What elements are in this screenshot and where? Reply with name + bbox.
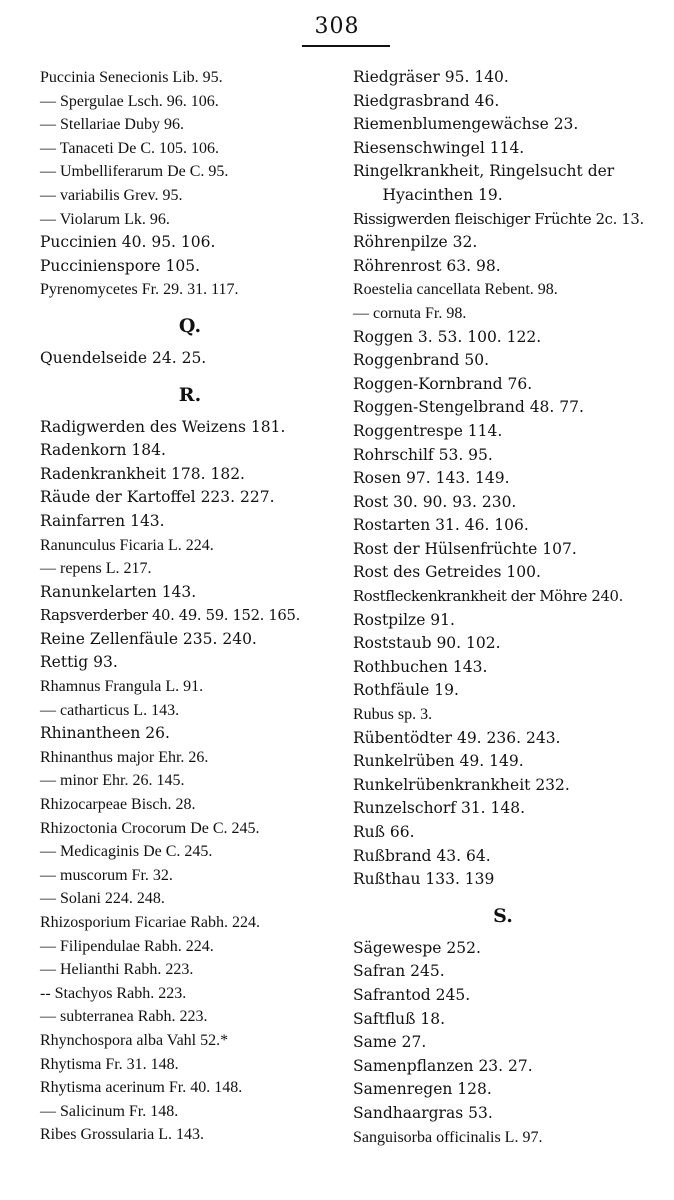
section-letter: R. bbox=[178, 383, 202, 406]
index-entry: Ruß 66. bbox=[353, 823, 415, 841]
index-entry: Rostarten 31. 46. 106. bbox=[353, 516, 529, 535]
index-entry: Rothfäule 19. bbox=[353, 681, 459, 700]
index-entry: Rhizoctonia Crocorum De C. 245. bbox=[40, 819, 260, 837]
index-entry: Räude der Kartoffel 223. 227. bbox=[40, 488, 275, 507]
index-entry: Rhinantheen 26. bbox=[40, 724, 170, 743]
index-entry: — catharticus L. 143. bbox=[40, 701, 180, 719]
index-entry: — Violarum Lk. 96. bbox=[40, 210, 170, 228]
index-entry: Puccinienspore 105. bbox=[40, 256, 201, 275]
index-entry: Puccinia Senecionis Lib. 95. bbox=[40, 69, 223, 86]
index-entry: Rußthau 133. 139 bbox=[353, 870, 495, 889]
header-rule bbox=[302, 45, 390, 47]
index-entry: Rosen 97. 143. 149. bbox=[353, 469, 510, 488]
index-entry: Rhinanthus major Ehr. 26. bbox=[40, 748, 209, 766]
index-entry: Rhamnus Frangula L. 91. bbox=[40, 678, 204, 696]
section-letter: S. bbox=[493, 904, 513, 927]
index-entry: Runkelrübenkrankheit 232. bbox=[353, 775, 570, 794]
index-entry: Radenkorn 184. bbox=[40, 441, 166, 460]
index-entry: — Umbelliferarum De C. 95. bbox=[40, 163, 229, 181]
index-entry: — muscorum Fr. 32. bbox=[40, 866, 173, 884]
index-entry: Ranunculus Ficaria L. 224. bbox=[40, 536, 214, 554]
index-entry: Rost der Hülsenfrüchte 107. bbox=[353, 539, 577, 558]
index-entry: Safrantod 245. bbox=[353, 985, 471, 1004]
index-entry: Saftfluß 18. bbox=[353, 1009, 446, 1028]
index-entry: Roggen-Stengelbrand 48. 77. bbox=[353, 398, 584, 417]
index-entry: Hyacinthen 19. bbox=[353, 185, 503, 204]
index-entry: Puccinien 40. 95. 106. bbox=[40, 233, 216, 252]
page-number: 308 bbox=[314, 14, 360, 39]
index-entry: Quendelseide 24. 25. bbox=[40, 348, 207, 367]
index-entry: — Medicaginis De C. 245. bbox=[40, 843, 213, 861]
index-entry: — Stellariae Duby 96. bbox=[40, 116, 184, 134]
section-letter: Q. bbox=[178, 314, 202, 337]
index-entry: Rapsverderber 40. 49. 59. 152. 165. bbox=[40, 607, 300, 625]
index-entry: Sägewespe 252. bbox=[353, 938, 481, 957]
index-entry: Safran 245. bbox=[353, 962, 445, 981]
index-entry: Roggentrespe 114. bbox=[353, 421, 503, 440]
index-entry: Rübentödter 49. 236. 243. bbox=[353, 728, 561, 747]
index-entry: — subterranea Rabh. 223. bbox=[40, 1008, 208, 1026]
index-entry: Riesenschwingel 114. bbox=[353, 138, 525, 157]
index-entry: Rohrschilf 53. 95. bbox=[353, 445, 493, 464]
left-column bbox=[40, 66, 340, 1147]
right-column bbox=[353, 66, 653, 1149]
index-entry: Samenpflanzen 23. 27. bbox=[353, 1056, 533, 1075]
index-entry: Roststaub 90. 102. bbox=[353, 634, 501, 653]
index-entry: Runkelrüben 49. 149. bbox=[353, 752, 524, 771]
index-entry: Rettig 93. bbox=[40, 653, 118, 672]
index-entry: Rhizosporium Ficariae Rabh. 224. bbox=[40, 914, 260, 931]
index-entry: Riedgrasbrand 46. bbox=[353, 91, 500, 110]
index-entry: Riemenblumengewächse 23. bbox=[353, 115, 579, 134]
index-entry: Rost 30. 90. 93. 230. bbox=[353, 492, 517, 511]
index-entry: Radenkrankheit 178. 182. bbox=[40, 464, 245, 483]
index-entry: Röhrenpilze 32. bbox=[353, 233, 478, 252]
index-entry: Sanguisorba officinalis L. 97. bbox=[353, 1128, 543, 1146]
index-entry: Roggen 3. 53. 100. 122. bbox=[353, 327, 542, 346]
index-entry: — repens L. 217. bbox=[40, 560, 152, 578]
index-entry: Riedgräser 95. 140. bbox=[353, 68, 509, 86]
index-entry: Rhynchospora alba Vahl 52.* bbox=[40, 1031, 229, 1049]
index-entry: Roestelia cancellata Rebent. 98. bbox=[353, 281, 558, 299]
index-entry: Pyrenomycetes Fr. 29. 31. 117. bbox=[40, 281, 239, 299]
index-entry: — Salicinum Fr. 148. bbox=[40, 1102, 179, 1120]
index-entry: Samenregen 128. bbox=[353, 1080, 492, 1099]
index-entry: Rhytisma Fr. 31. 148. bbox=[40, 1055, 179, 1073]
index-entry: Rissigwerden fleischiger Früchte 2c. 13. bbox=[353, 210, 644, 228]
index-entry: Ribes Grossularia L. 143. bbox=[40, 1126, 204, 1144]
index-entry: Rhizocarpeae Bisch. 28. bbox=[40, 796, 196, 814]
index-entry: — Spergulae Lsch. 96. 106. bbox=[40, 92, 219, 110]
index-entry: — Solani 224. 248. bbox=[40, 890, 165, 908]
index-entry: — Helianthi Rabh. 223. bbox=[40, 961, 194, 979]
index-entry: Ranunkelarten 143. bbox=[40, 582, 197, 601]
index-entry: Runzelschorf 31. 148. bbox=[353, 799, 526, 818]
index-entry: Rubus sp. 3. bbox=[353, 706, 433, 724]
index-entry: Rothbuchen 143. bbox=[353, 657, 488, 676]
index-entry: — Tanaceti De C. 105. 106. bbox=[40, 139, 219, 157]
index-entry: Roggenbrand 50. bbox=[353, 351, 490, 370]
index-entry: — Filipendulae Rabh. 224. bbox=[40, 937, 214, 955]
index-entry: — variabilis Grev. 95. bbox=[40, 186, 183, 204]
index-entry: Röhrenrost 63. 98. bbox=[353, 256, 501, 275]
index-entry: Rußbrand 43. 64. bbox=[353, 846, 491, 865]
index-entry: Roggen-Kornbrand 76. bbox=[353, 374, 533, 393]
index-entry: Rostfleckenkrankheit der Möhre 240. bbox=[353, 588, 623, 606]
index-entry: Rost des Getreides 100. bbox=[353, 563, 541, 582]
index-entry: Reine Zellenfäule 235. 240. bbox=[40, 629, 257, 648]
index-entry: — minor Ehr. 26. 145. bbox=[40, 772, 185, 790]
index-entry: Rostpilze 91. bbox=[353, 610, 455, 629]
index-entry: Radigwerden des Weizens 181. bbox=[40, 417, 286, 436]
index-entry: Sandhaargras 53. bbox=[353, 1103, 493, 1122]
index-entry: Same 27. bbox=[353, 1033, 427, 1052]
index-entry: — cornuta Fr. 98. bbox=[353, 304, 467, 322]
index-entry: Rhytisma acerinum Fr. 40. 148. bbox=[40, 1079, 243, 1097]
index-entry: -- Stachyos Rabh. 223. bbox=[40, 984, 187, 1002]
index-entry: Rainfarren 143. bbox=[40, 511, 165, 530]
index-entry: Ringelkrankheit, Ringelsucht der bbox=[353, 162, 615, 181]
